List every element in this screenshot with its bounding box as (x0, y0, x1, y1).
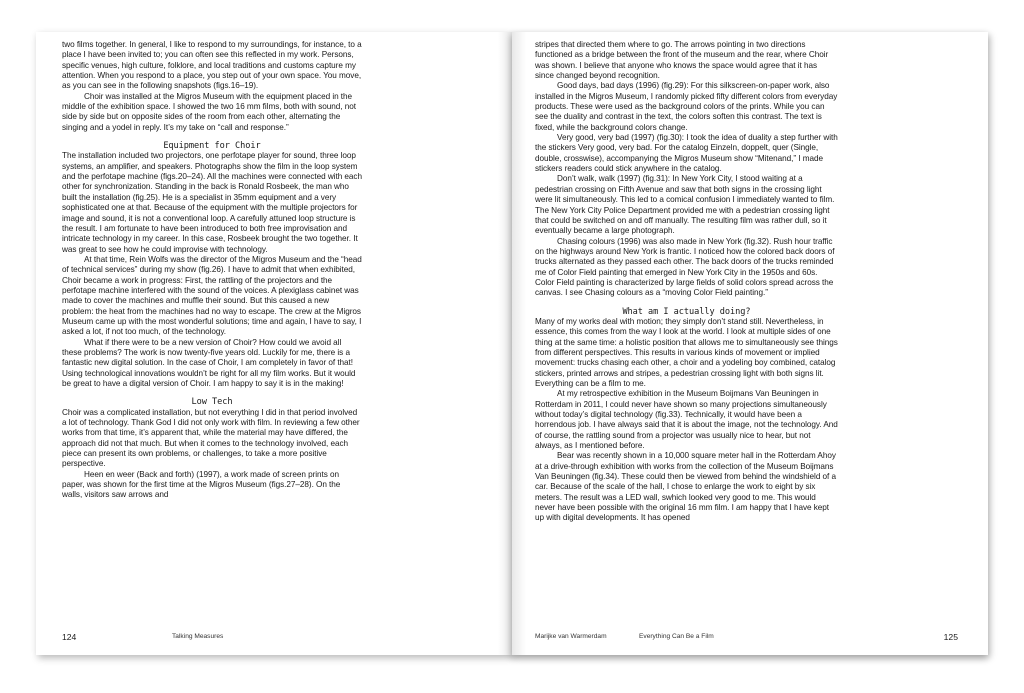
paragraph: Don’t walk, walk (1997) (fig.31): In New York City, I stood waiting at a pedestrian crossing on Fifth Avenue and saw that both signs in the crossing light were lit simultaneously. This led to a comical confusion I immediately wanted to film. The New York City Police Department provided me with a pedestrian crossing light that could be switched on and off manually. The resulting film was rather dull, so it eventually became a large photograph. (535, 174, 835, 236)
paragraph: What if there were to be a new version of Choir? How could we avoid all these problems? The work is now twenty-five years old. Luckily for me, there is a fantastic new digital solution. In the case of Choir, I am completely in favor of that! Using technological innovations wouldn’t be right for all my film works. But it would be great to have a digital version of Choir. I am happy to say it is in the making! (62, 337, 356, 388)
paragraph: Heen en weer (Back and forth) (1997), a work made of screen prints on paper, was shown for the first time at the Migros Museum (figs.27–28). On the walls, visitors saw arrows and (62, 469, 341, 500)
paragraph: At my retrospective exhibition in the Museum Boijmans Van Beuningen in Rotterdam in 2011, I could never have shown so many projections simultaneously without today’s digital technology (fig.33). Technically, it would have been a horrendous job. I have always said that it is about the image, not the technology. And of course, the rattling sound from a projector was usually nice to hear, but not always, as I mentioned before. (535, 389, 838, 451)
paragraph: At that time, Rein Wolfs was the director of the Migros Museum and the “head of technical services” during my show (fig.26). I have to admit that when exhibited, Choir became a work in progress: First, the rattling of the projectors and the perfotape machine interfered with the sound of the voices. A plexiglass cabinet was made to cover the machines and muffle their sound. But this caused a new problem: the heat from the machines had no way to escape. The crew at the Migros Museum came up with the most wonderful solutions; time and again, I have to say, I asked a lot, if not too much, of the technology. (62, 254, 362, 337)
paragraph: stripes that directed them where to go. The arrows pointing in two directions functioned as a bridge between the front of the museum and the rear, where Choir was shown. I believe that anyone who knows the space would agree that it has since changed beyond recognition. (535, 40, 829, 81)
running-title: Everything Can Be a Film (639, 633, 714, 640)
gutter-shadow (498, 32, 512, 655)
section-heading: Low Tech (191, 397, 233, 408)
paragraph: Good days, bad days (1996) (fig.29): For this silkscreen-on-paper work, also installed in the Migros Museum, I randomly picked fifty different colors from everyday products. These were used as the background colors of the prints. While you can see the duality and contrast in the text, the colors soften this contrast. The text is fixed, while the background colors change. (535, 81, 838, 132)
page-number: 124 (62, 632, 77, 642)
right-text-column (535, 40, 838, 524)
gutter-shadow (512, 32, 526, 655)
section-heading: Equipment for Choir (163, 141, 261, 152)
paragraph: Many of my works deal with motion; they simply don’t stand still. Nevertheless, in essence, this comes from the way I look at the world. I look at multiple sides of one thing at the same time: a holistic position that allows me to simultaneously see things from different perspectives. This results in various kinds of movement or implied movement: trucks chasing each other, a choir and a yodeling boy combined, catalog stickers, printed arrows and stripes, a pedestrian crossing light with both signs lit. Everything can be a film to me. (535, 316, 838, 388)
paragraph: two films together. In general, I like to respond to my surroundings, for instance, to a place I have been invited to; you can often see this reflected in my work. Persons, specific venues, high culture, folklore, and local traditions and customs capture my attention. When you respond to a place, you step out of your own space. You move, as you can see in the following snapshots (figs.16–19). (62, 40, 362, 91)
paragraph: Chasing colours (1996) was also made in New York (fig.32). Rush hour traffic on the highways around New York is frantic. I noticed how the colored back doors of trucks alternated as they passed each other. The back doors of the trucks reminded me of Color Field painting that emerged in New York City in the 1950s and 60s. Color Field painting is characterized by large fields of solid colors spread across the canvas. I see Chasing colours as a “moving Color Field painting.” (535, 236, 835, 298)
running-head: Talking Measures (172, 633, 224, 640)
paragraph: Choir was a complicated installation, but not everything I did in that period involved a lot of technology. Thank God I did not only work with film. In reviewing a few other works from that time, it’s apparent that, while the material may have differed, the approach did not that much. But when it comes to the technology involved, each piece can present its own problems, or challenges, to take a more positive perspective. (62, 407, 360, 469)
running-author: Marijke van Warmerdam (535, 633, 607, 640)
paragraph: Choir was installed at the Migros Museum with the equipment placed in the middle of the exhibition space. I showed the two 16 mm films, both with sound, not side by side but on opposite sides of the room from each other, alternating the singing and a yodel in reply. It’s my take on “call and response.” (62, 91, 356, 132)
paragraph: The installation included two projectors, one perfotape player for sound, three loop systems, an amplifier, and speakers. Photographs show the film in the loop system and the perfotape machine (figs.20–24). All the machines were connected with each other for synchronization. Standing in the back is Ronald Rosbeek, the man who built the installation (fig.25). He is a specialist in 35mm equipment and a very sophisticated one at that. Because of the equipment with the multiple projectors for image and sound, it is not a conventional loop. A carefully attuned loop structure is the result. I am fortunate to have been introduced to both free improvisation and intricate technology in my career. In this case, Rosbeek brought the two together. It was great to see how he could improvise with technology. (62, 151, 362, 254)
section-heading: What am I actually doing? (622, 306, 751, 317)
page-number: 125 (943, 632, 958, 642)
paragraph: Bear was recently shown in a 10,000 square meter hall in the Rotterdam Ahoy at a drive-through exhibition with works from the collection of the Museum Boijmans Van Beuningen (fig.34). These could then be viewed from behind the windshield of a car. Because of the scale of the hall, I chose to enlarge the work to eight by six meters. The result was a LED wall, swhich looked very good to me. This would never have been possible with the original 16 mm film. I am happy that I have kept up with digital developments. It has opened (535, 451, 837, 523)
right-page (512, 32, 988, 655)
paragraph: Very good, very bad (1997) (fig.30): I took the idea of duality a step further with the stickers Very good, very bad. For the catalog Einzeln, doppelt, quer (Single, double, crosswise), accompanying the Migros Museum show “Mitenand,” I made stickers readers could stick anywhere in the catalog. (535, 133, 838, 174)
left-page (36, 32, 512, 655)
left-text-column (62, 40, 362, 501)
book-spread (36, 32, 988, 655)
